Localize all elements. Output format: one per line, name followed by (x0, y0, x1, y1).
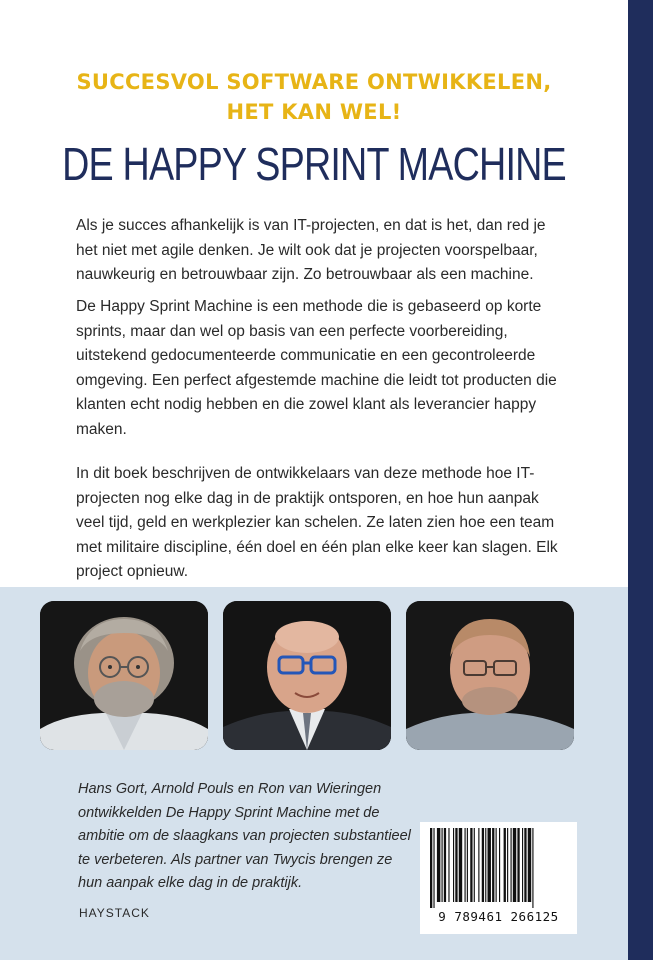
blurb-paragraph-3: In dit boek beschrijven de ontwikkelaars van deze methode hoe IT-projecten nog elke dag in de praktijk ontsporen, en hoe hun aanpak veel tijd, geld en werkplezier kan schelen. Ze laten zien hoe een team met militaire discipline, één doel en één plan elke keer kan slagen. Elk project opnieuw. (76, 465, 558, 580)
tagline-line-1: SUCCESVOL SOFTWARE ONTWIKKELEN, (76, 70, 552, 94)
barcode-bars (430, 828, 567, 908)
barcode-bar (437, 828, 440, 902)
barcode-bar (517, 828, 519, 902)
barcode-bar (496, 828, 497, 902)
barcode-bar (524, 828, 526, 902)
publisher-logo: HAYSTACK (79, 906, 150, 920)
barcode-bar (504, 828, 506, 902)
book-title: DE HAPPY SPRINT MACHINE (62, 138, 566, 190)
barcode-bar (470, 828, 472, 902)
barcode-bar (448, 828, 449, 902)
barcode-bar (430, 828, 432, 908)
tagline-line-2: HET KAN WEL! (226, 100, 402, 124)
barcode-bar (455, 828, 457, 902)
barcode-bar (488, 828, 491, 902)
barcode-bar (442, 828, 443, 902)
barcode-bar (444, 828, 446, 902)
barcode-bar (528, 828, 531, 902)
barcode-bar (453, 828, 454, 902)
barcode-bar (513, 828, 516, 902)
barcode-bar (532, 828, 533, 908)
barcode-bar (485, 828, 486, 902)
barcode-bar (511, 828, 512, 902)
barcode-bar (459, 828, 462, 902)
barcode-bar (507, 828, 508, 902)
barcode-bar (474, 828, 475, 902)
author-photo-2 (223, 601, 391, 750)
barcode-bar (433, 828, 434, 908)
barcode-bar (499, 828, 500, 902)
barcode-bar (465, 828, 466, 902)
barcode-bar (467, 828, 468, 902)
isbn-number: 9 789461 266125 (438, 909, 559, 924)
isbn-barcode (420, 822, 577, 934)
author-photo-3 (406, 601, 574, 750)
authors-bio: Hans Gort, Arnold Pouls en Ron van Wieringen ontwikkelden De Happy Sprint Machine met de ambitie om de slaagkans van projecten substantieel te verbeteren. Als partner van Twycis brengen ze hun aanpak elke dag in de praktijk. (78, 781, 411, 891)
barcode-bar (522, 828, 523, 902)
barcode-bar (492, 828, 494, 902)
barcode-bar (482, 828, 484, 902)
blurb-paragraph-2: De Happy Sprint Machine is een methode die is gebaseerd op korte sprints, maar dan wel op basis van een perfecte voorbereiding, uitstekend gedocumenteerde communicatie en een gecontroleerde omgeving. Een perfect afgestemde machine die leidt tot producten die klanten echt nodig hebben en die zowel klant als leverancier happy maken. (76, 298, 557, 438)
author-photo-1 (40, 601, 208, 750)
book-spine-edge (628, 0, 653, 960)
blurb-paragraph-1: Als je succes afhankelijk is van IT-projecten, en dat is het, dan red je het niet met agile denken. Je wilt ook dat je projecten voorspelbaar, nauwkeurig en betrouwbaar zijn. Zo betrouwbaar als een machine. (76, 217, 546, 283)
barcode-bar (478, 828, 479, 902)
